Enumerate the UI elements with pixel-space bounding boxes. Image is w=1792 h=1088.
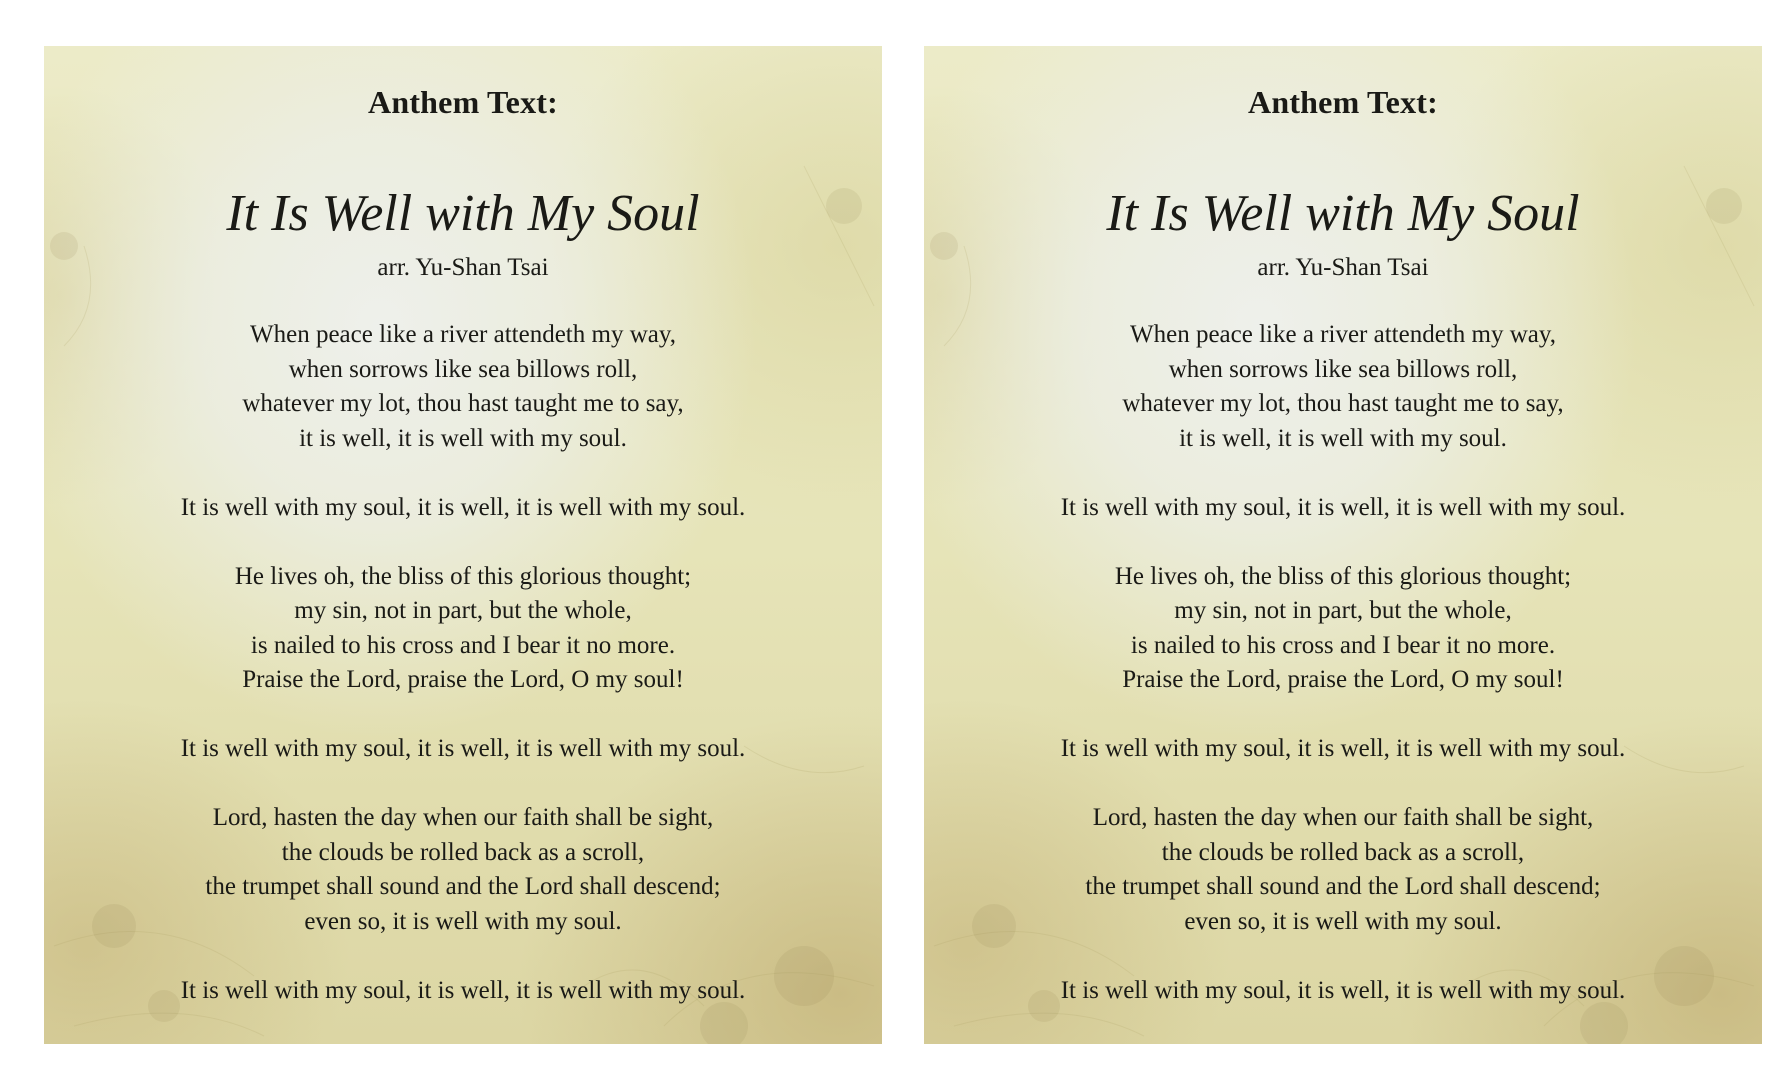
lyric-line: Praise the Lord, praise the Lord, O my soul! <box>1122 666 1564 693</box>
refrain-line: It is well with my soul, it is well, it is well with my soul. <box>1060 735 1626 762</box>
lyric-line: is nailed to his cross and I bear it no more. <box>250 631 676 659</box>
lyric-line: He lives oh, the bliss of this glorious thought; <box>234 562 692 590</box>
refrain-1 <box>924 491 1762 526</box>
lyric-line: Lord, hasten the day when our faith shall be sight, <box>1092 804 1594 831</box>
refrain-3 <box>44 974 882 1009</box>
refrain-1 <box>44 491 882 526</box>
refrain-line: It is well with my soul, it is well, it is well with my soul. <box>180 735 746 762</box>
lyric-line: When peace like a river attendeth my way, <box>1130 321 1556 348</box>
lyric-line: the clouds be rolled back as a scroll, <box>281 838 645 866</box>
lyric-line: when sorrows like sea billows roll, <box>1168 355 1518 383</box>
lyric-line: the trumpet shall sound and the Lord shall descend; <box>1085 873 1601 900</box>
heading: Anthem Text: <box>1248 84 1438 120</box>
stanza-1 <box>44 318 882 456</box>
lyrics <box>44 318 882 1008</box>
anthem-card-left <box>44 46 882 1044</box>
lyric-line: Praise the Lord, praise the Lord, O my soul! <box>242 666 684 693</box>
lyric-line: He lives oh, the bliss of this glorious thought; <box>1114 562 1572 590</box>
lyric-line: the trumpet shall sound and the Lord shall descend; <box>205 873 721 900</box>
lyric-line: whatever my lot, thou hast taught me to say, <box>242 390 684 417</box>
lyric-line: is nailed to his cross and I bear it no more. <box>1130 631 1556 659</box>
refrain-line: It is well with my soul, it is well, it is well with my soul. <box>1060 493 1626 521</box>
stanza-3 <box>924 801 1762 939</box>
lyric-line: my sin, not in part, but the whole, <box>294 597 632 624</box>
refrain-2 <box>44 732 882 767</box>
anthem-card-right <box>924 46 1762 1044</box>
lyric-line: when sorrows like sea billows roll, <box>288 355 638 383</box>
stanza-2 <box>44 560 882 698</box>
refrain-line: It is well with my soul, it is well, it is well with my soul. <box>180 976 746 1004</box>
refrain-line: It is well with my soul, it is well, it is well with my soul. <box>1060 976 1626 1004</box>
anthem-title: It Is Well with My Soul <box>1106 185 1580 242</box>
lyrics <box>924 318 1762 1008</box>
refrain-2 <box>924 732 1762 767</box>
lyric-line: it is well, it is well with my soul. <box>299 424 627 452</box>
arranger: arr. Yu-Shan Tsai <box>1257 254 1429 281</box>
lyric-line: it is well, it is well with my soul. <box>1179 424 1507 452</box>
refrain-line: It is well with my soul, it is well, it is well with my soul. <box>180 493 746 521</box>
anthem-title: It Is Well with My Soul <box>226 185 700 242</box>
stanza-2 <box>924 560 1762 698</box>
lyric-line: even so, it is well with my soul. <box>304 907 622 935</box>
arranger: arr. Yu-Shan Tsai <box>377 254 549 281</box>
stanza-3 <box>44 801 882 939</box>
stanza-1 <box>924 318 1762 456</box>
heading: Anthem Text: <box>368 84 558 120</box>
lyric-line: When peace like a river attendeth my way, <box>250 321 676 348</box>
lyric-line: whatever my lot, thou hast taught me to say, <box>1122 390 1564 417</box>
refrain-3 <box>924 974 1762 1009</box>
lyric-line: Lord, hasten the day when our faith shall be sight, <box>212 804 714 831</box>
lyric-line: even so, it is well with my soul. <box>1184 907 1502 935</box>
lyric-line: my sin, not in part, but the whole, <box>1174 597 1512 624</box>
lyric-line: the clouds be rolled back as a scroll, <box>1161 838 1525 866</box>
